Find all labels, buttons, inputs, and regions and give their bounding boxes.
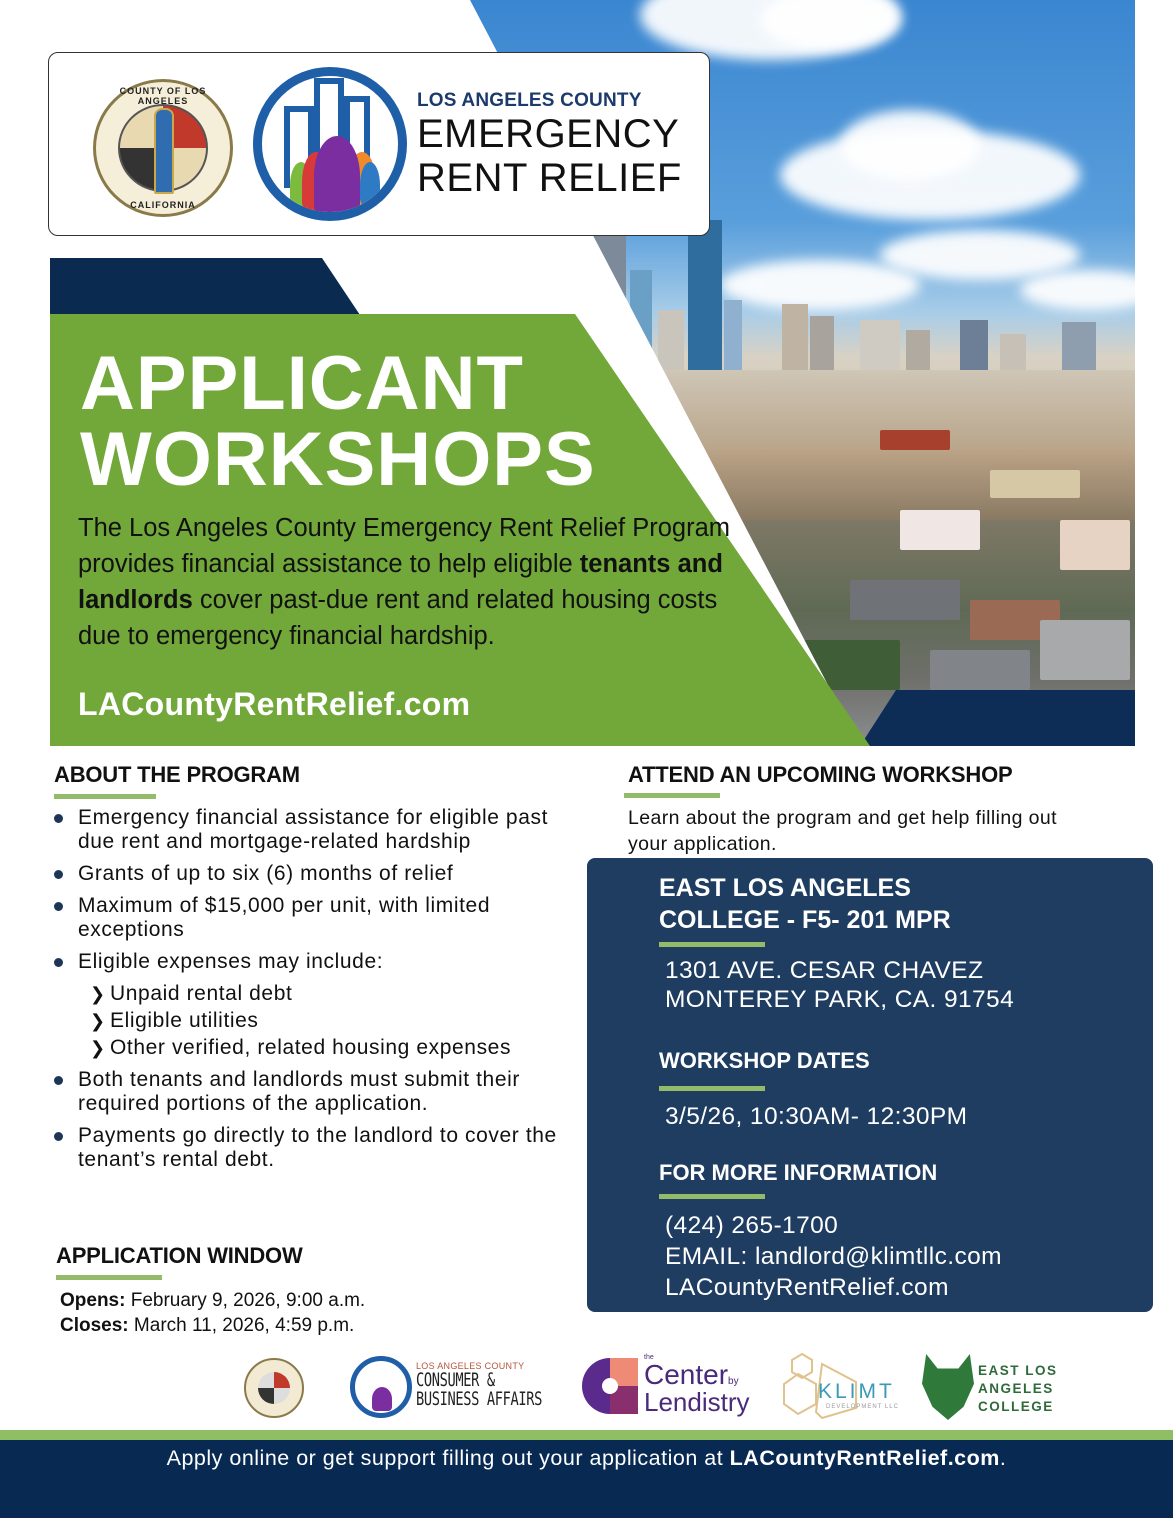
center-by-lendistry-logo-icon — [582, 1358, 638, 1414]
la-county-seal-icon — [93, 79, 233, 217]
application-window-rule — [56, 1275, 162, 1280]
sub-list-item: ❯ Other verified, related housing expenses — [90, 1036, 512, 1059]
consumer-business-affairs-text: LOS ANGELES COUNTY CONSUMER & BUSINESS AFFAIRS — [416, 1361, 543, 1410]
list-item: Maximum of $15,000 per unit, with limited exceptions — [50, 894, 590, 942]
closes-row: Closes: March 11, 2026, 4:59 p.m. — [60, 1315, 355, 1336]
list-item: Payments go directly to the landlord to cover the tenant’s rental debt. — [50, 1124, 590, 1172]
more-info-heading: FOR MORE INFORMATION — [659, 1160, 938, 1185]
list-item: Grants of up to six (6) months of relief — [50, 862, 590, 886]
workshop-info-box — [587, 858, 1153, 1312]
program-description: The Los Angeles County Emergency Rent Relief Program provides financial assistance to help eligible tenants and landlords cover past-due rent and related housing costs due to emergency financial hardship. — [78, 514, 730, 650]
attend-workshop-rule — [624, 793, 720, 798]
venue-name: EAST LOS ANGELES COLLEGE - F5- 201 MPR — [659, 874, 951, 934]
sub-list-item: ❯ Unpaid rental debt — [90, 982, 293, 1005]
chevron-right-icon: ❯ — [90, 1011, 106, 1031]
partner-logos — [0, 1350, 1173, 1430]
website-link[interactable]: LACountyRentRelief.com — [665, 1274, 949, 1301]
list-item: Eligible expenses may include: — [50, 950, 590, 974]
about-heading: ABOUT THE PROGRAM — [54, 762, 300, 787]
klimt-sublabel: DEVELOPMENT LLC — [826, 1404, 899, 1410]
klimt-label: KLIMT — [818, 1380, 895, 1403]
phone-number[interactable]: (424) 265-1700 — [665, 1212, 839, 1239]
more-info-rule — [659, 1194, 765, 1199]
la-county-seal-icon — [244, 1358, 304, 1418]
workshop-dates-heading: WORKSHOP DATES — [659, 1048, 870, 1073]
center-by-lendistry-text: the Centerby Lendistry — [644, 1354, 750, 1417]
program-logo-card — [48, 52, 710, 236]
elac-husky-icon — [922, 1354, 974, 1420]
seal-top-text: COUNTY OF LOS ANGELES — [119, 86, 207, 106]
logo-emergency-label: EMERGENCY — [417, 112, 680, 156]
workshop-date-time: 3/5/26, 10:30AM- 12:30PM — [665, 1103, 968, 1130]
seal-bottom-text: CALIFORNIA — [130, 200, 196, 210]
footer-green-stripe — [0, 1430, 1173, 1440]
list-item: Both tenants and landlords must submit their required portions of the application. — [50, 1068, 590, 1116]
email-address[interactable]: EMAIL: landlord@klimtllc.com — [665, 1243, 1002, 1270]
decorative-navy-band — [50, 258, 360, 315]
hero-website-link[interactable]: LACountyRentRelief.com — [78, 686, 471, 722]
application-window-dates — [60, 1288, 365, 1338]
chevron-right-icon: ❯ — [90, 984, 106, 1004]
attend-workshop-heading: ATTEND AN UPCOMING WORKSHOP — [628, 762, 1013, 787]
consumer-business-affairs-logo-icon — [350, 1356, 412, 1418]
footer-cta: Apply online or get support filling out your application at LACountyRentRelief.com. — [166, 1446, 1007, 1470]
contact-details — [665, 1210, 1002, 1303]
logo-rent-relief-label: RENT RELIEF — [417, 156, 682, 200]
opens-row: Opens: February 9, 2026, 9:00 a.m. — [60, 1290, 366, 1311]
attend-workshop-subtitle: Learn about the program and get help filling out your application. — [628, 807, 1057, 855]
decorative-navy-strip — [860, 690, 1135, 746]
logo-county-label: LOS ANGELES COUNTY — [417, 90, 642, 111]
workshop-dates-rule — [659, 1086, 765, 1091]
venue-rule — [659, 942, 765, 947]
rent-relief-people-logo-icon — [253, 67, 407, 221]
chevron-right-icon: ❯ — [90, 1038, 106, 1058]
elac-text: EAST LOS ANGELES COLLEGE — [978, 1363, 1058, 1414]
list-item: Emergency financial assistance for eligible past due rent and mortgage-related hardship — [50, 806, 590, 854]
about-heading-rule — [54, 794, 156, 799]
footer-website-link[interactable]: LACountyRentRelief.com — [729, 1446, 1000, 1470]
sub-list-item: ❯ Eligible utilities — [90, 1009, 259, 1032]
page-title: APPLICANT WORKSHOPS — [80, 341, 596, 502]
application-window-heading: APPLICATION WINDOW — [56, 1243, 303, 1268]
venue-address: 1301 AVE. CESAR CHAVEZ MONTEREY PARK, CA. 91754 — [665, 957, 1015, 1013]
about-bullet-list — [50, 806, 590, 1180]
tenants-landlords-emphasis: tenants and landlords — [78, 550, 723, 614]
